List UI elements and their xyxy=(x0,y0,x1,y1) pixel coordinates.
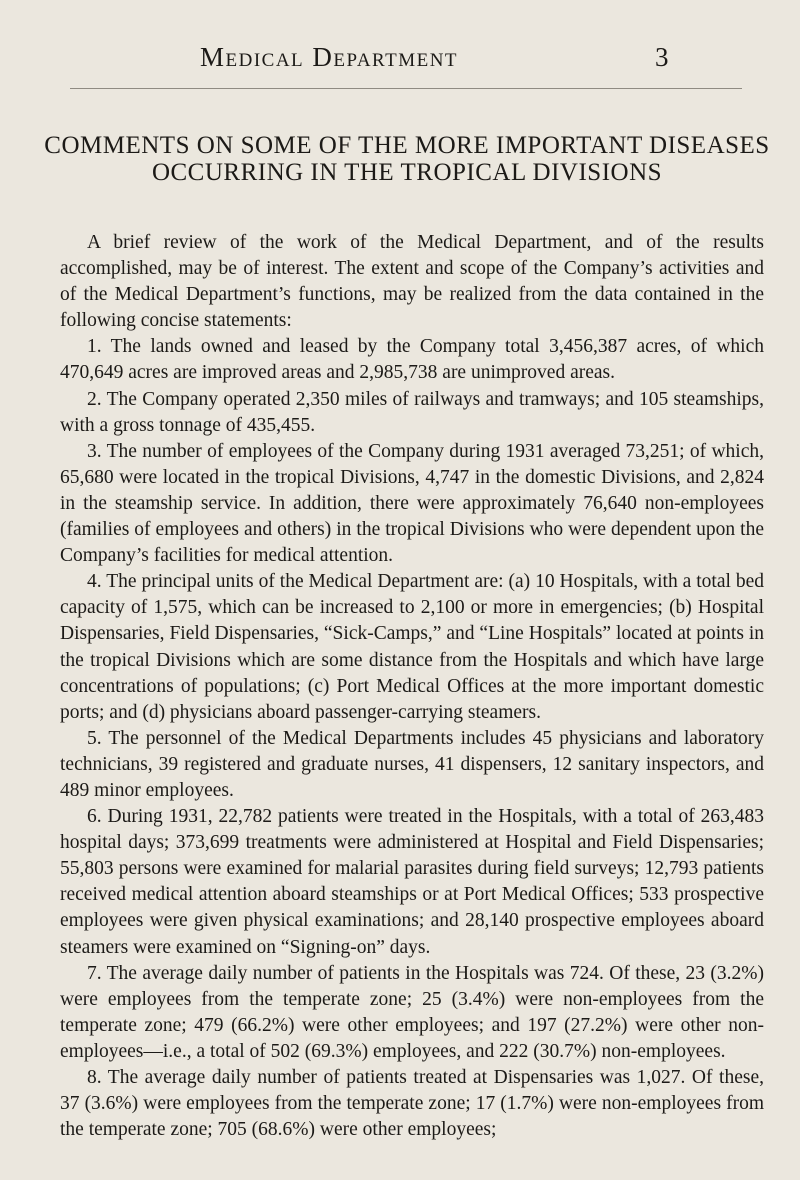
section-title: COMMENTS ON SOME OF THE MORE IMPORTANT DISEASES OCCURRING IN THE TROPICAL DIVISIONS xyxy=(44,132,770,186)
body-text xyxy=(60,230,764,1143)
page-number: 3 xyxy=(655,42,670,72)
paragraph-4: 4. The principal units of the Medical Department are: (a) 10 Hospitals, with a total bed capacity of 1,575, which can be increased to 2,100 or more in emergencies; (b) Hospital Dispensaries, Field Dispensaries, “Sick-Camps,” and “Line Hospitals” located at points in the tropical Divisions which are some distance from the Hospitals and which have large concentrations of populations; (c) Port Medical Offices at the more important domestic ports; and (d) physicians aboard passenger-carrying steamers. xyxy=(60,571,764,723)
paragraph-3: 3. The number of employees of the Company during 1931 averaged 73,251; of which, 65,680 were located in the tropical Divisions, 4,747 in the domestic Divisions, and 2,824 in the steamship service. In addition, there were approximately 76,640 non-employees (families of employees and others) in the tropical Divisions who were dependent upon the Company’s facilities for medical attention. xyxy=(60,440,764,567)
running-head-title: Medical Department xyxy=(200,42,459,72)
header-rule xyxy=(70,88,742,89)
intro-paragraph: A brief review of the work of the Medical Department, and of the results accomplished, may be of interest. The extent and scope of the Company’s activities and of the Medical Department’s functions, may be realized from the data contained in the following concise statements: xyxy=(60,232,764,332)
paragraph-7: 7. The average daily number of patients in the Hospitals was 724. Of these, 23 (3.2%) were employees from the temperate zone; 25 (3.4%) were non-employees from the temperate zone; 479 (66.2%) were other employees; and 197 (27.2%) were other non-employees—i.e., a total of 502 (69.3%) employees, and 222 (30.7%) non-employees. xyxy=(60,962,764,1062)
paragraph-5: 5. The personnel of the Medical Departments includes 45 physicians and laboratory technicians, 39 registered and graduate nurses, 41 dispensers, 12 sanitary inspectors, and 489 minor employees. xyxy=(60,727,764,801)
paragraph-6: 6. During 1931, 22,782 patients were treated in the Hospitals, with a total of 263,483 hospital days; 373,699 treatments were administered at Hospital and Field Dispensaries; 55,803 persons were examined for malarial parasites during field surveys; 12,793 patients received medical attention aboard steamships or at Port Medical Offices; 533 prospective employees were given physical examinations; and 28,140 prospective employees aboard steamers were examined on “Signing-on” days. xyxy=(60,806,764,958)
running-head xyxy=(200,42,670,73)
paragraph-8: 8. The average daily number of patients treated at Dispensaries was 1,027. Of these, 37 (3.6%) were employees from the temperate zone; 17 (1.7%) were non-employees from the temperate zone; 705 (68.6%) were other employees; xyxy=(60,1067,764,1141)
paragraph-1: 1. The lands owned and leased by the Company total 3,456,387 acres, of which 470,649 acres are improved areas and 2,985,738 are unimproved areas. xyxy=(60,336,764,384)
paragraph-2: 2. The Company operated 2,350 miles of railways and tramways; and 105 steamships, with a gross tonnage of 435,455. xyxy=(60,388,764,436)
